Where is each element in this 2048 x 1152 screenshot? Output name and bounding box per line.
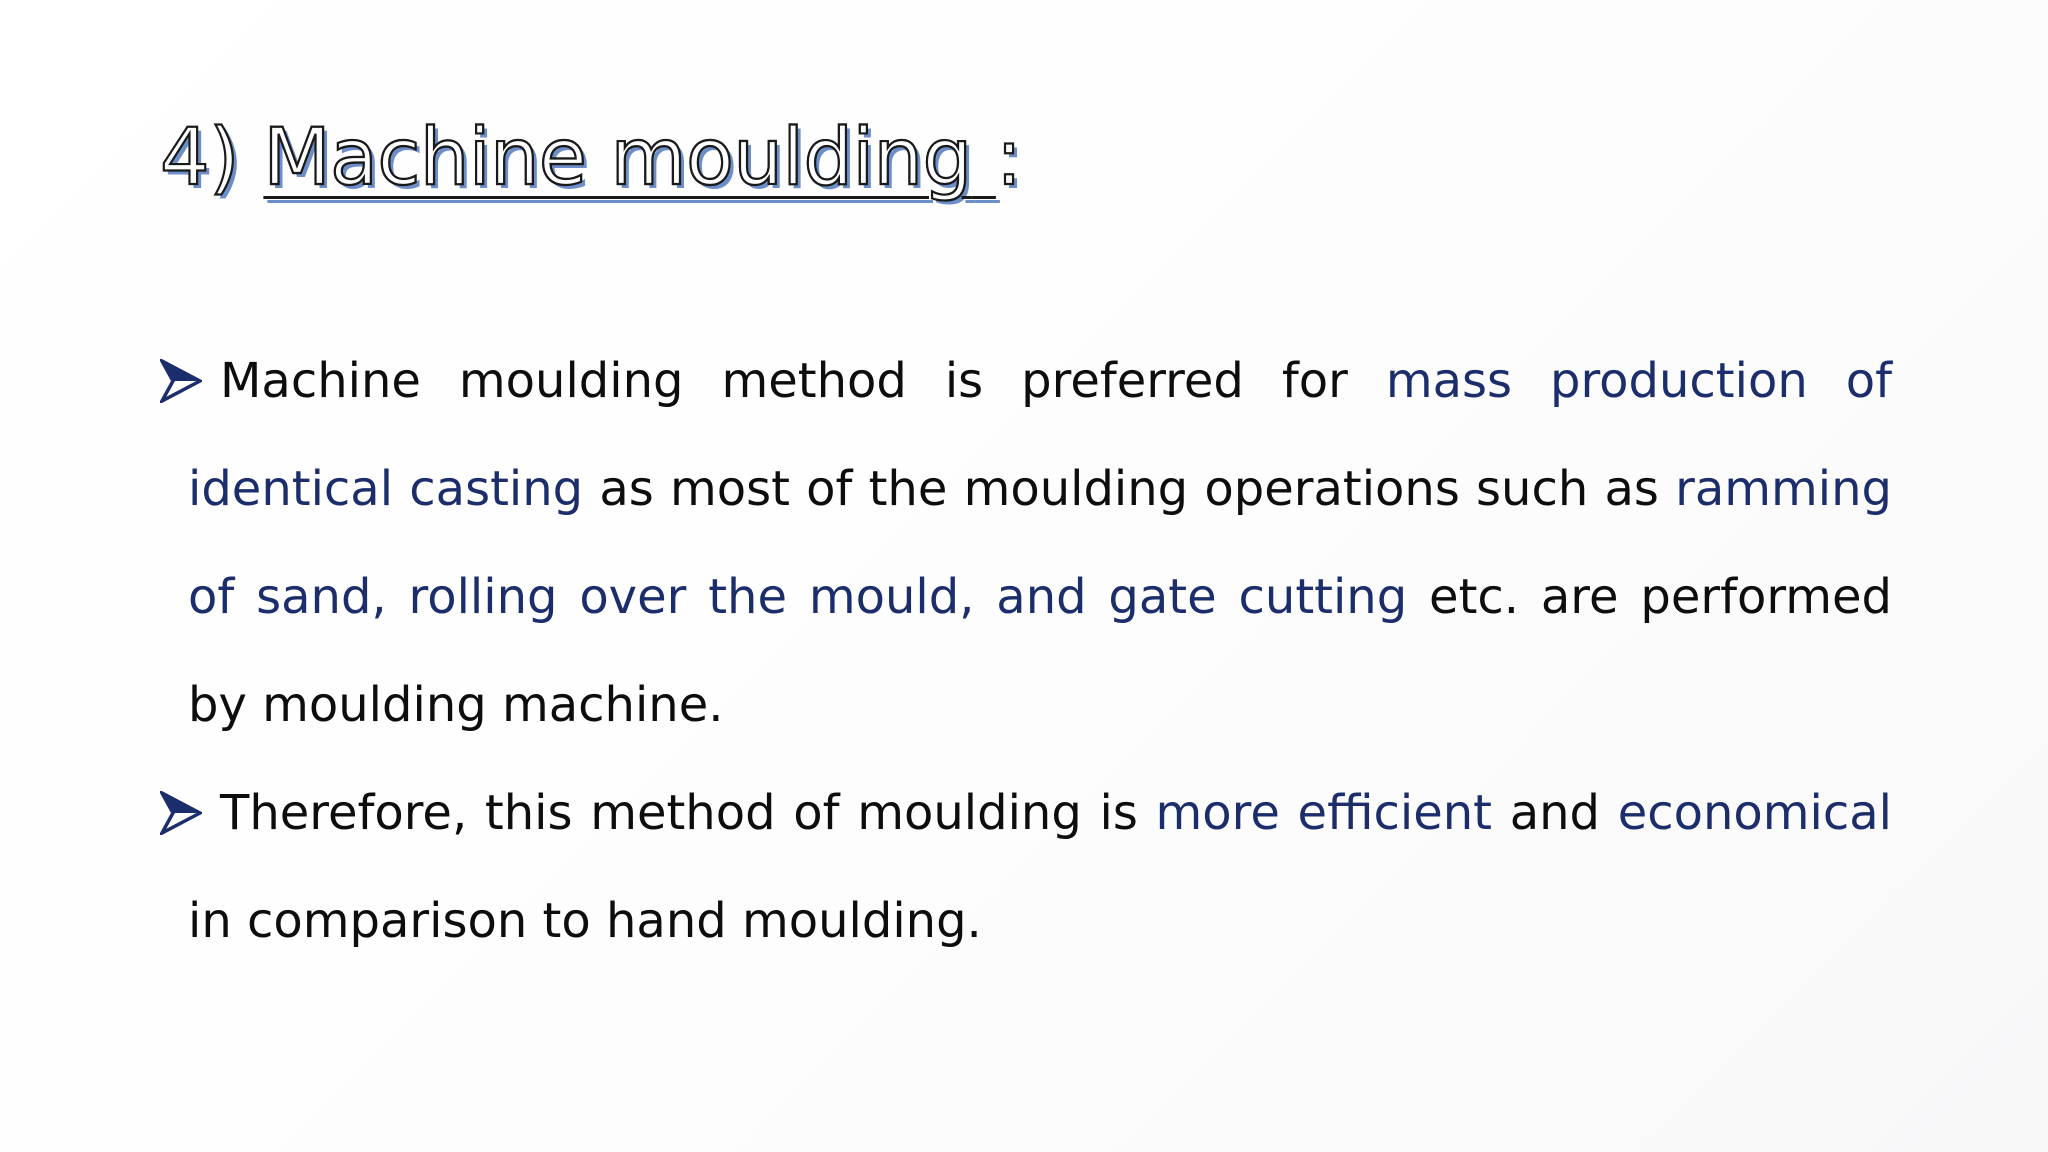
bullet-2-text-3: in comparison to hand moulding. (188, 893, 982, 949)
bullet-list (160, 327, 1892, 975)
arrowhead-bullet-icon (160, 359, 202, 403)
title-text: Machine moulding (263, 113, 972, 203)
title-colon: : (995, 113, 1022, 203)
arrowhead-bullet-icon (160, 791, 202, 835)
bullet-1-text-1: Machine moulding method is preferred for (220, 353, 1386, 409)
title-number: 4) (160, 113, 240, 203)
bullet-1-highlight-2: ramming of sand, rolling over the mould, and gate cutting (188, 461, 1892, 625)
slide-title (160, 112, 1022, 206)
bullet-2-highlight-1: more efficient (1155, 785, 1492, 841)
bullet-2-highlight-2: economical (1617, 785, 1893, 841)
bullet-2-text-1: Therefore, this method of moulding is (220, 785, 1156, 841)
bullet-1-highlight-1: mass production of identical casting (188, 353, 1892, 517)
bullet-1-text-2: as most of the moulding operations such as (583, 461, 1676, 517)
bullet-2-text-2: and (1492, 785, 1618, 841)
bullet-item-1 (160, 327, 1892, 759)
bullet-1-text-3: etc. are performed by moulding machine. (188, 569, 1893, 733)
bullet-item-2 (160, 759, 1892, 975)
